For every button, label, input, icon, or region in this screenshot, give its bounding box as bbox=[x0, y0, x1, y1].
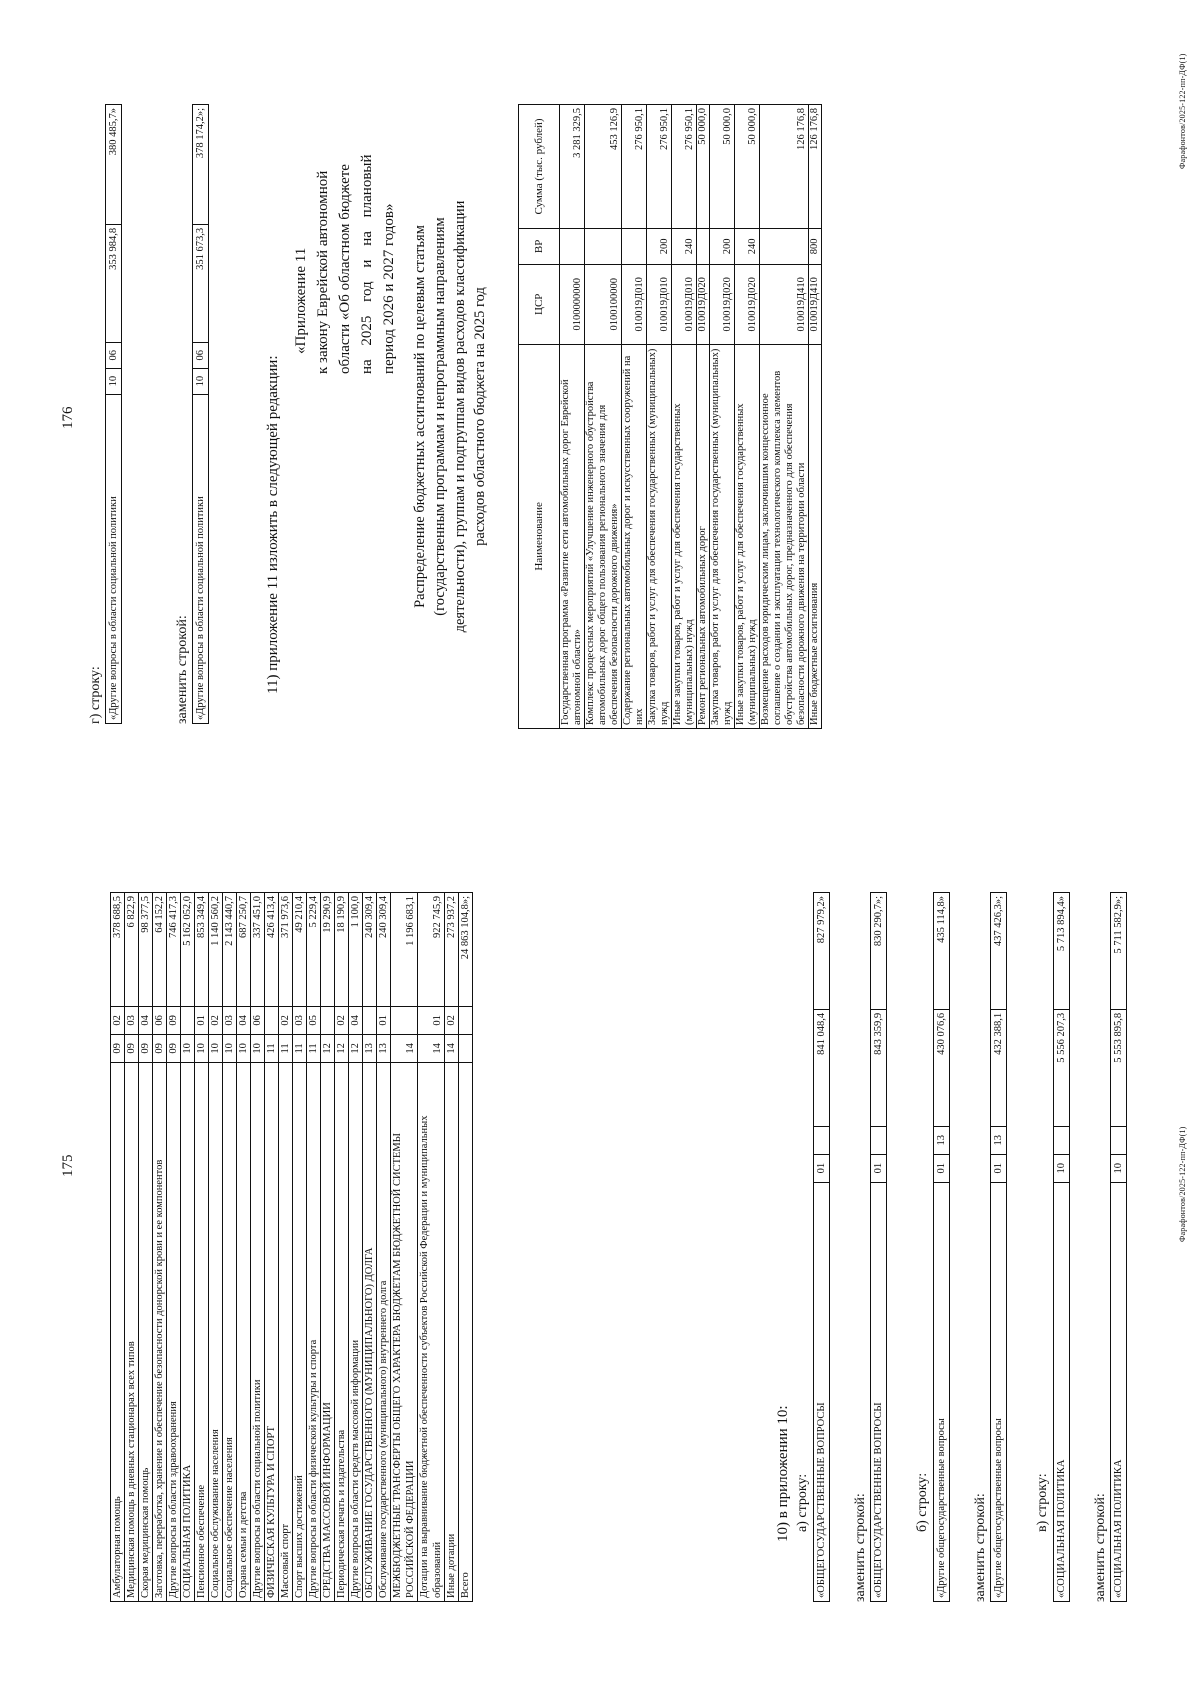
cell-sum: 337 451,0 bbox=[251, 893, 265, 1007]
cell-csr: 010019Д410 bbox=[760, 264, 809, 344]
cell-pr: 03 bbox=[125, 1006, 139, 1034]
table-row bbox=[193, 105, 209, 724]
row-sum-2026: 841 048,4 bbox=[814, 1009, 830, 1126]
table-row bbox=[167, 893, 181, 1602]
cell-sum: 2 143 440,7 bbox=[223, 893, 237, 1007]
cell-sum: 687 250,7 bbox=[237, 893, 251, 1007]
table-row bbox=[560, 105, 585, 729]
cell-pr: 04 bbox=[237, 1006, 251, 1034]
cell-pr: 03 bbox=[293, 1006, 307, 1034]
cell-rz: 13 bbox=[363, 1034, 377, 1062]
table-row bbox=[209, 893, 223, 1602]
cell-csr: 0100000000 bbox=[560, 264, 585, 344]
cell-name: Медицинская помощь в дневных стационарах всех типов bbox=[125, 1062, 139, 1601]
cell-rz: 10 bbox=[181, 1034, 195, 1062]
header-name: Наименование bbox=[519, 344, 560, 728]
cell-sum: 453 126,9 bbox=[585, 105, 622, 229]
cell-sum: 853 349,4 bbox=[195, 893, 209, 1007]
cell-name: Иные закупки товаров, работ и услуг для обеспечения государственных (муниципальных) нужд bbox=[672, 344, 697, 728]
page-175 bbox=[0, 849, 1200, 1697]
table-row bbox=[418, 893, 445, 1602]
cell-sum: 3 281 329,5 bbox=[560, 105, 585, 229]
row-sum-2026: 5 553 895,8 bbox=[1111, 1009, 1127, 1126]
cell-name: Комплекс процессных мероприятий «Улучшение инженерного обустройства автомобильных дорог общего пользования регионального значения для обеспечения безопасности дорожного движения» bbox=[585, 344, 622, 728]
cell-sum: 98 377,5 bbox=[139, 893, 153, 1007]
table-row bbox=[195, 893, 209, 1602]
table-row bbox=[153, 893, 167, 1602]
cell-sum: 378 688,5 bbox=[111, 893, 125, 1007]
cell-sum: 746 417,3 bbox=[167, 893, 181, 1007]
table-row bbox=[363, 893, 377, 1602]
cell-csr: 010019Д020 bbox=[710, 264, 735, 344]
row-name: «Другие общегосударственные вопросы bbox=[934, 1182, 950, 1601]
cell-pr: 02 bbox=[111, 1006, 125, 1034]
table-row bbox=[1111, 893, 1127, 1602]
cell-sum: 240 309,4 bbox=[363, 893, 377, 1007]
cell-sum: 1 196 683,1 bbox=[391, 893, 418, 1007]
table-row bbox=[139, 893, 153, 1602]
cell-rz: 10 bbox=[209, 1034, 223, 1062]
table-row bbox=[445, 893, 459, 1602]
cell-vr: 800 bbox=[809, 228, 822, 264]
cell-sum: 1 140 560,2 bbox=[209, 893, 223, 1007]
row-sum-2026: 351 673,3 bbox=[193, 224, 209, 342]
table-header-row bbox=[519, 105, 560, 729]
row-b2-table bbox=[990, 892, 1007, 1602]
cell-name: Закупка товаров, работ и услуг для обеспечения государственных (муниципальных) нужд bbox=[647, 344, 672, 728]
cell-pr: 01 bbox=[377, 1006, 391, 1034]
cell-sum: 922 745,9 bbox=[418, 893, 445, 1007]
cell-sum: 49 210,4 bbox=[293, 893, 307, 1007]
cell-csr: 010019Д020 bbox=[735, 264, 760, 344]
cell-name: Другие вопросы в области физической культуры и спорта bbox=[307, 1062, 321, 1601]
cell-rz: 11 bbox=[293, 1034, 307, 1062]
cell-name: Ремонт региональных автомобильных дорог bbox=[697, 344, 710, 728]
row-sum-2026: 843 359,9 bbox=[871, 1009, 887, 1126]
sub-b-label: б) строку: bbox=[915, 1472, 930, 1532]
cell-rz: 12 bbox=[321, 1034, 335, 1062]
row-b1-table bbox=[933, 892, 950, 1602]
cell-vr bbox=[760, 228, 809, 264]
table-row bbox=[125, 893, 139, 1602]
table-row bbox=[223, 893, 237, 1602]
cell-name: Дотации на выравнивание бюджетной обеспеченности субъектов Российской Федерации и муниципальных образований bbox=[418, 1062, 445, 1601]
row-pr: 06 bbox=[106, 342, 122, 368]
row-g2-table bbox=[192, 104, 209, 724]
appendix-line: период 2026 и 2027 годов» bbox=[381, 203, 397, 374]
cell-rz: 12 bbox=[349, 1034, 363, 1062]
table-row bbox=[111, 893, 125, 1602]
row-sum-2026: 5 556 207,3 bbox=[1054, 1009, 1070, 1126]
table-row bbox=[459, 893, 473, 1602]
cell-name: Иные бюджетные ассигнования bbox=[809, 344, 822, 728]
cell-vr bbox=[585, 228, 622, 264]
row-name: «СОЦИАЛЬНАЯ ПОЛИТИКА bbox=[1111, 1182, 1127, 1601]
cell-name: СОЦИАЛЬНАЯ ПОЛИТИКА bbox=[181, 1062, 195, 1601]
cell-name: Амбулаторная помощь bbox=[111, 1062, 125, 1601]
page-footer: Фарафонтов/2025-122-пп-ДФ(1) bbox=[1178, 53, 1187, 169]
row-sum-2027: 5 713 894,4» bbox=[1054, 893, 1070, 1010]
table-row bbox=[279, 893, 293, 1602]
cell-name: Периодическая печать и издательства bbox=[335, 1062, 349, 1601]
table-row bbox=[991, 893, 1007, 1602]
cell-sum: 50 000,0 bbox=[735, 105, 760, 229]
row-a1-table bbox=[813, 892, 830, 1602]
cell-pr: 06 bbox=[153, 1006, 167, 1034]
cell-pr: 04 bbox=[139, 1006, 153, 1034]
page-number: 175 bbox=[60, 1154, 76, 1177]
sub-c-label: в) строку: bbox=[1035, 1473, 1050, 1532]
replace-a-label: заменить строкой: bbox=[853, 1493, 868, 1602]
cell-pr: 01 bbox=[418, 1006, 445, 1034]
cell-name: Охрана семьи и детства bbox=[237, 1062, 251, 1601]
row-c1-table bbox=[1053, 892, 1070, 1602]
cell-sum: 50 000,0 bbox=[697, 105, 710, 229]
cell-name: Возмещение расходов юридическим лицам, заключившим концессионное соглашение о создании и эксплуатации технологического комплекса элементов обустройства автомобильных дорог, предназначенного для обеспечения безопасности дорожного движения на территории области bbox=[760, 344, 809, 728]
table-row bbox=[237, 893, 251, 1602]
sub-a-label: а) строку: bbox=[795, 1473, 810, 1532]
replace-g-label: заменить строкой: bbox=[175, 615, 190, 724]
row-name: «Другие общегосударственные вопросы bbox=[991, 1182, 1007, 1601]
table-row bbox=[1054, 893, 1070, 1602]
replace-b-label: заменить строкой: bbox=[973, 1493, 988, 1602]
table-row bbox=[321, 893, 335, 1602]
cell-pr: 05 bbox=[307, 1006, 321, 1034]
cell-vr: 240 bbox=[672, 228, 697, 264]
row-g1-table bbox=[105, 104, 122, 724]
cell-csr: 010019Д010 bbox=[622, 264, 647, 344]
cell-vr: 200 bbox=[710, 228, 735, 264]
cell-name: Иные закупки товаров, работ и услуг для обеспечения государственных (муниципальных) нужд bbox=[735, 344, 760, 728]
cell-vr bbox=[622, 228, 647, 264]
cell-pr: 02 bbox=[279, 1006, 293, 1034]
page-number: 176 bbox=[60, 406, 76, 429]
cell-pr bbox=[363, 1006, 377, 1034]
table-row bbox=[934, 893, 950, 1602]
row-pr: 13 bbox=[934, 1126, 950, 1154]
cell-name: Другие вопросы в области средств массовой информации bbox=[349, 1062, 363, 1601]
table-row bbox=[735, 105, 760, 729]
distribution-title bbox=[410, 104, 490, 729]
cell-sum: 276 950,1 bbox=[622, 105, 647, 229]
table-row bbox=[293, 893, 307, 1602]
row-sum-2027: 827 979,2» bbox=[814, 893, 830, 1010]
expenditure-distribution-table bbox=[518, 104, 822, 729]
cell-sum: 240 309,4 bbox=[377, 893, 391, 1007]
cell-rz: 10 bbox=[251, 1034, 265, 1062]
row-rz: 01 bbox=[871, 1154, 887, 1182]
cell-rz bbox=[459, 1034, 473, 1062]
cell-pr: 03 bbox=[223, 1006, 237, 1034]
table-row bbox=[181, 893, 195, 1602]
row-pr bbox=[871, 1126, 887, 1154]
header-vr: ВР bbox=[519, 228, 560, 264]
table-row bbox=[647, 105, 672, 729]
cell-name: Всего bbox=[459, 1062, 473, 1601]
cell-name: Социальное обеспечение населения bbox=[223, 1062, 237, 1601]
cell-sum: 24 863 104,8»; bbox=[459, 893, 473, 1007]
cell-name: Пенсионное обеспечение bbox=[195, 1062, 209, 1601]
row-pr: 13 bbox=[991, 1126, 1007, 1154]
table-row bbox=[307, 893, 321, 1602]
cell-rz: 10 bbox=[237, 1034, 251, 1062]
cell-sum: 5 229,4 bbox=[307, 893, 321, 1007]
cell-name: Другие вопросы в области здравоохранения bbox=[167, 1062, 181, 1601]
cell-sum: 1 100,0 bbox=[349, 893, 363, 1007]
cell-pr: 09 bbox=[167, 1006, 181, 1034]
title-line: деятельности), группам и подгруппам видов расходов классификации bbox=[452, 200, 468, 633]
row-name: «ОБЩЕГОСУДАРСТВЕННЫЕ ВОПРОСЫ bbox=[814, 1182, 830, 1601]
table-row bbox=[622, 105, 647, 729]
row-sum-2027: 435 114,8» bbox=[934, 893, 950, 1010]
title-line: (государственным программам и непрограммным направлениям bbox=[432, 217, 448, 616]
cell-name: Спорт высших достижений bbox=[293, 1062, 307, 1601]
table-row bbox=[809, 105, 822, 729]
table-row bbox=[871, 893, 887, 1602]
row-name: «ОБЩЕГОСУДАРСТВЕННЫЕ ВОПРОСЫ bbox=[871, 1182, 887, 1601]
cell-name: Социальное обслуживание населения bbox=[209, 1062, 223, 1601]
cell-name: Государственная программа «Развитие сети автомобильных дорог Еврейской автономной области» bbox=[560, 344, 585, 728]
table-row bbox=[814, 893, 830, 1602]
cell-csr: 010019Д010 bbox=[672, 264, 697, 344]
cell-name: Массовый спорт bbox=[279, 1062, 293, 1601]
cell-pr: 02 bbox=[445, 1006, 459, 1034]
cell-rz: 09 bbox=[167, 1034, 181, 1062]
row-sum-2026: 432 388,1 bbox=[991, 1009, 1007, 1126]
row-name: «Другие вопросы в области социальной политики bbox=[193, 394, 209, 723]
cell-pr bbox=[181, 1006, 195, 1034]
appendix-header bbox=[290, 89, 400, 374]
cell-csr: 010019Д410 bbox=[809, 264, 822, 344]
row-pr bbox=[1054, 1126, 1070, 1154]
row-rz: 10 bbox=[1111, 1154, 1127, 1182]
cell-rz: 09 bbox=[153, 1034, 167, 1062]
cell-name: МЕЖБЮДЖЕТНЫЕ ТРАНСФЕРТЫ ОБЩЕГО ХАРАКТЕРА БЮДЖЕТАМ БЮДЖЕТНОЙ СИСТЕМЫ РОССИЙСКОЙ ФЕДЕРАЦИИ bbox=[391, 1062, 418, 1601]
header-sum: Сумма (тыс. рублей) bbox=[519, 105, 560, 229]
row-a2-table bbox=[870, 892, 887, 1602]
row-sum-2027: 5 711 582,9»; bbox=[1111, 893, 1127, 1010]
appendix-line: на 2025 год и на плановый bbox=[359, 154, 375, 374]
row-rz: 10 bbox=[106, 368, 122, 394]
title-line: расходов областного бюджета на 2025 год bbox=[472, 287, 488, 546]
cell-rz: 09 bbox=[139, 1034, 153, 1062]
row-rz: 01 bbox=[991, 1154, 1007, 1182]
row-sum-2026: 430 076,6 bbox=[934, 1009, 950, 1126]
cell-name: Заготовка, переработка, хранение и обеспечение безопасности донорской крови и ее компонентов bbox=[153, 1062, 167, 1601]
cell-csr: 010019Д010 bbox=[647, 264, 672, 344]
table-row bbox=[760, 105, 809, 729]
table-row bbox=[335, 893, 349, 1602]
cell-name: Скорая медицинская помощь bbox=[139, 1062, 153, 1601]
row-c2-table bbox=[1110, 892, 1127, 1602]
cell-sum: 426 413,4 bbox=[265, 893, 279, 1007]
item-11-heading: 11) приложение 11 изложить в следующей редакции: bbox=[265, 355, 281, 694]
cell-pr: 01 bbox=[195, 1006, 209, 1034]
cell-name: Содержание региональных автомобильных дорог и искусственных сооружений на них bbox=[622, 344, 647, 728]
appendix-line: области «Об областном бюджете bbox=[337, 164, 353, 374]
table-row bbox=[377, 893, 391, 1602]
cell-pr: 06 bbox=[251, 1006, 265, 1034]
cell-sum: 50 000,0 bbox=[710, 105, 735, 229]
cell-csr: 010019Д020 bbox=[697, 264, 710, 344]
row-sum-2026: 353 984,8 bbox=[106, 224, 122, 342]
cell-rz: 11 bbox=[307, 1034, 321, 1062]
cell-sum: 276 950,1 bbox=[672, 105, 697, 229]
table-row bbox=[710, 105, 735, 729]
appendix-line: к закону Еврейской автономной bbox=[315, 170, 331, 374]
cell-name: СРЕДСТВА МАССОВОЙ ИНФОРМАЦИИ bbox=[321, 1062, 335, 1601]
cell-sum: 6 822,9 bbox=[125, 893, 139, 1007]
replace-c-label: заменить строкой: bbox=[1093, 1493, 1108, 1602]
cell-pr: 04 bbox=[349, 1006, 363, 1034]
row-sum-2027: 378 174,2»; bbox=[193, 105, 209, 225]
cell-pr bbox=[321, 1006, 335, 1034]
row-pr bbox=[814, 1126, 830, 1154]
cell-sum: 126 176,8 bbox=[760, 105, 809, 229]
cell-pr: 02 bbox=[209, 1006, 223, 1034]
table-row bbox=[391, 893, 418, 1602]
table-row bbox=[349, 893, 363, 1602]
row-pr: 06 bbox=[193, 342, 209, 368]
cell-rz: 13 bbox=[377, 1034, 391, 1062]
table-row bbox=[251, 893, 265, 1602]
sub-g-label: г) строку: bbox=[88, 666, 103, 724]
row-rz: 10 bbox=[193, 368, 209, 394]
cell-sum: 126 176,8 bbox=[809, 105, 822, 229]
cell-vr bbox=[697, 228, 710, 264]
row-name: «Другие вопросы в области социальной политики bbox=[106, 394, 122, 723]
cell-rz: 12 bbox=[335, 1034, 349, 1062]
cell-rz: 11 bbox=[265, 1034, 279, 1062]
row-sum-2027: 437 426,3»; bbox=[991, 893, 1007, 1010]
row-rz: 01 bbox=[814, 1154, 830, 1182]
header-csr: ЦСР bbox=[519, 264, 560, 344]
cell-sum: 276 950,1 bbox=[647, 105, 672, 229]
cell-sum: 18 190,9 bbox=[335, 893, 349, 1007]
cell-vr: 200 bbox=[647, 228, 672, 264]
cell-sum: 273 937,2 bbox=[445, 893, 459, 1007]
table-row bbox=[585, 105, 622, 729]
cell-name: Другие вопросы в области социальной политики bbox=[251, 1062, 265, 1601]
cell-sum: 64 152,2 bbox=[153, 893, 167, 1007]
cell-sum: 5 162 052,0 bbox=[181, 893, 195, 1007]
table-row bbox=[106, 105, 122, 724]
row-name: «СОЦИАЛЬНАЯ ПОЛИТИКА bbox=[1054, 1182, 1070, 1601]
item-10-heading: 10) в приложении 10: bbox=[775, 1405, 791, 1542]
cell-sum: 371 973,6 bbox=[279, 893, 293, 1007]
cell-vr bbox=[560, 228, 585, 264]
cell-rz: 14 bbox=[445, 1034, 459, 1062]
cell-rz: 10 bbox=[223, 1034, 237, 1062]
cell-rz: 14 bbox=[418, 1034, 445, 1062]
budget-sections-table bbox=[110, 892, 473, 1602]
cell-rz: 14 bbox=[391, 1034, 418, 1062]
row-sum-2027: 380 485,7» bbox=[106, 105, 122, 225]
cell-rz: 09 bbox=[111, 1034, 125, 1062]
cell-pr bbox=[265, 1006, 279, 1034]
row-pr bbox=[1111, 1126, 1127, 1154]
row-rz: 10 bbox=[1054, 1154, 1070, 1182]
cell-name: Иные дотации bbox=[445, 1062, 459, 1601]
title-line: Распределение бюджетных ассигнований по целевым статьям bbox=[412, 225, 428, 608]
cell-rz: 09 bbox=[125, 1034, 139, 1062]
cell-pr bbox=[459, 1006, 473, 1034]
cell-pr: 02 bbox=[335, 1006, 349, 1034]
cell-vr: 240 bbox=[735, 228, 760, 264]
row-rz: 01 bbox=[934, 1154, 950, 1182]
cell-rz: 10 bbox=[195, 1034, 209, 1062]
table-row bbox=[265, 893, 279, 1602]
row-sum-2027: 830 290,7»; bbox=[871, 893, 887, 1010]
table-row bbox=[697, 105, 710, 729]
appendix-line: «Приложение 11 bbox=[293, 247, 309, 354]
page-footer: Фарафонтов/2025-122-пп-ДФ(1) bbox=[1178, 1126, 1187, 1242]
cell-name: ОБСЛУЖИВАНИЕ ГОСУДАРСТВЕННОГО (МУНИЦИПАЛЬНОГО) ДОЛГА bbox=[363, 1062, 377, 1601]
cell-csr: 0100100000 bbox=[585, 264, 622, 344]
cell-rz: 11 bbox=[279, 1034, 293, 1062]
cell-pr bbox=[391, 1006, 418, 1034]
table-row bbox=[672, 105, 697, 729]
cell-name: ФИЗИЧЕСКАЯ КУЛЬТУРА И СПОРТ bbox=[265, 1062, 279, 1601]
cell-name: Закупка товаров, работ и услуг для обеспечения государственных (муниципальных) нужд bbox=[710, 344, 735, 728]
cell-sum: 19 290,9 bbox=[321, 893, 335, 1007]
cell-name: Обслуживание государственного (муниципального) внутреннего долга bbox=[377, 1062, 391, 1601]
